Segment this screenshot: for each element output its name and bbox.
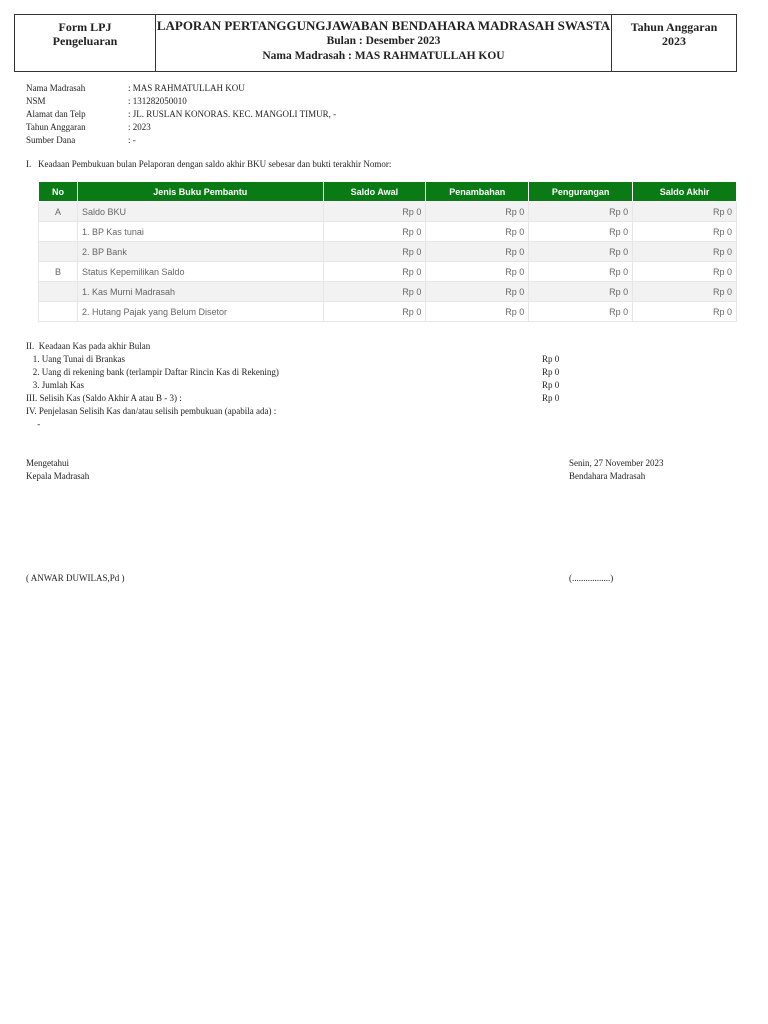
cell-saldo-akhir: Rp 0 [633,222,737,242]
cell-saldo-awal: Rp 0 [323,262,426,282]
info-label: Sumber Dana [26,135,76,145]
cell-saldo-awal: Rp 0 [323,242,426,262]
cell-jenis: 1. Kas Murni Madrasah [77,282,323,302]
info-value: : 131282050010 [128,96,187,106]
cell-no [39,282,78,302]
table-row [39,302,737,322]
cash-status-label: IV. Penjelasan Selisih Kas dan/atau selisih pembukuan (apabila ada) : [26,406,277,416]
cell-saldo-akhir: Rp 0 [633,242,737,262]
col-header-no: No [39,182,78,202]
cash-status-row [26,392,626,405]
report-month: Bulan : Desember 2023 [326,35,441,47]
cash-status-label: - [26,419,41,429]
cell-jenis: 2. BP Bank [77,242,323,262]
cell-jenis: Saldo BKU [77,202,323,222]
table-row [39,282,737,302]
cash-status-label: 2. Uang di rekening bank (terlampir Daftar Rincin Kas di Rekening) [26,367,279,377]
cell-penambahan: Rp 0 [426,262,529,282]
cell-pengurangan: Rp 0 [529,302,633,322]
cash-status-section [26,340,626,431]
cell-jenis: 1. BP Kas tunai [77,222,323,242]
cell-no [39,302,78,322]
cell-jenis: Status Kepemilikan Saldo [77,262,323,282]
table-header-row [39,182,737,202]
cell-jenis: 2. Hutang Pajak yang Belum Disetor [77,302,323,322]
signature-right-block [569,457,664,483]
form-label-line2: Pengeluaran [52,34,118,48]
info-label: Tahun Anggaran [26,122,86,132]
info-value: : - [128,135,136,145]
cell-saldo-awal: Rp 0 [323,302,426,322]
col-header-saldo-awal: Saldo Awal [323,182,426,202]
info-row [26,95,336,108]
cell-pengurangan: Rp 0 [529,222,633,242]
cell-no: B [39,262,78,282]
info-value: : 2023 [128,122,151,132]
cash-status-row [26,353,626,366]
ledger-table [38,181,737,322]
section-1-heading: I. Keadaan Pembukuan bulan Pelaporan dengan saldo akhir BKU sebesar dan bukti terakhir Nomor: [26,159,392,169]
cash-status-row [26,366,626,379]
cell-saldo-akhir: Rp 0 [633,202,737,222]
cell-penambahan: Rp 0 [426,222,529,242]
info-value: : JL. RUSLAN KONORAS. KEC. MANGOLI TIMUR, - [128,109,337,119]
report-school: Nama Madrasah : MAS RAHMATULLAH KOU [262,50,505,62]
cash-status-value: Rp 0 [542,393,560,403]
cash-status-row [26,340,626,353]
info-value: : MAS RAHMATULLAH KOU [128,83,245,93]
cash-status-value: Rp 0 [542,354,560,364]
cell-penambahan: Rp 0 [426,242,529,262]
cell-no [39,222,78,242]
info-label: Nama Madrasah [26,83,86,93]
info-row [26,108,336,121]
cash-status-value: Rp 0 [542,367,560,377]
budget-year-label: Tahun Anggaran [630,20,718,34]
budget-year-cell [612,15,736,71]
cell-no: A [39,202,78,222]
cell-saldo-awal: Rp 0 [323,222,426,242]
cash-status-row [26,418,626,431]
cash-status-row [26,405,626,418]
form-label-line1: Form LPJ [58,20,112,34]
budget-year-value: 2023 [662,34,686,48]
cell-saldo-akhir: Rp 0 [633,282,737,302]
cell-penambahan: Rp 0 [426,202,529,222]
cell-penambahan: Rp 0 [426,282,529,302]
report-header [14,14,737,72]
cash-status-label: 3. Jumlah Kas [26,380,84,390]
cell-saldo-awal: Rp 0 [323,282,426,302]
treasurer-name: (.................) [569,573,614,583]
signature-date: Senin, 27 November 2023 [569,458,664,468]
cell-saldo-akhir: Rp 0 [633,262,737,282]
col-header-jenis: Jenis Buku Pembantu [77,182,323,202]
info-label: NSM [26,96,46,106]
cell-no [39,242,78,262]
cell-pengurangan: Rp 0 [529,282,633,302]
cash-status-label: II. Keadaan Kas pada akhir Bulan [26,341,151,351]
signature-left-line1: Mengetahui [26,458,69,468]
table-row [39,202,737,222]
signature-left-block [26,457,89,483]
signature-right-line2: Bendahara Madrasah [569,471,646,481]
report-title: LAPORAN PERTANGGUNGJAWABAN BENDAHARA MADRASAH SWASTA [156,18,611,33]
cell-saldo-awal: Rp 0 [323,202,426,222]
table-row [39,242,737,262]
cash-status-label: 1. Uang Tunai di Brankas [26,354,125,364]
col-header-saldo-akhir: Saldo Akhir [633,182,737,202]
headmaster-name: ( ANWAR DUWILAS,Pd ) [26,573,125,583]
info-row [26,82,336,95]
cell-pengurangan: Rp 0 [529,242,633,262]
info-row [26,134,336,147]
cash-status-label: III. Selisih Kas (Saldo Akhir A atau B - 3) : [26,393,182,403]
info-row [26,121,336,134]
table-row [39,222,737,242]
col-header-pengurangan: Pengurangan [529,182,633,202]
form-label-cell [15,15,156,71]
report-title-cell [156,15,612,71]
info-label: Alamat dan Telp [26,109,86,119]
cash-status-value: Rp 0 [542,380,560,390]
cell-penambahan: Rp 0 [426,302,529,322]
cell-pengurangan: Rp 0 [529,202,633,222]
school-info [26,82,336,147]
signature-left-line2: Kepala Madrasah [26,471,90,481]
cash-status-row [26,379,626,392]
col-header-penambahan: Penambahan [426,182,529,202]
cell-pengurangan: Rp 0 [529,262,633,282]
table-row [39,262,737,282]
cell-saldo-akhir: Rp 0 [633,302,737,322]
